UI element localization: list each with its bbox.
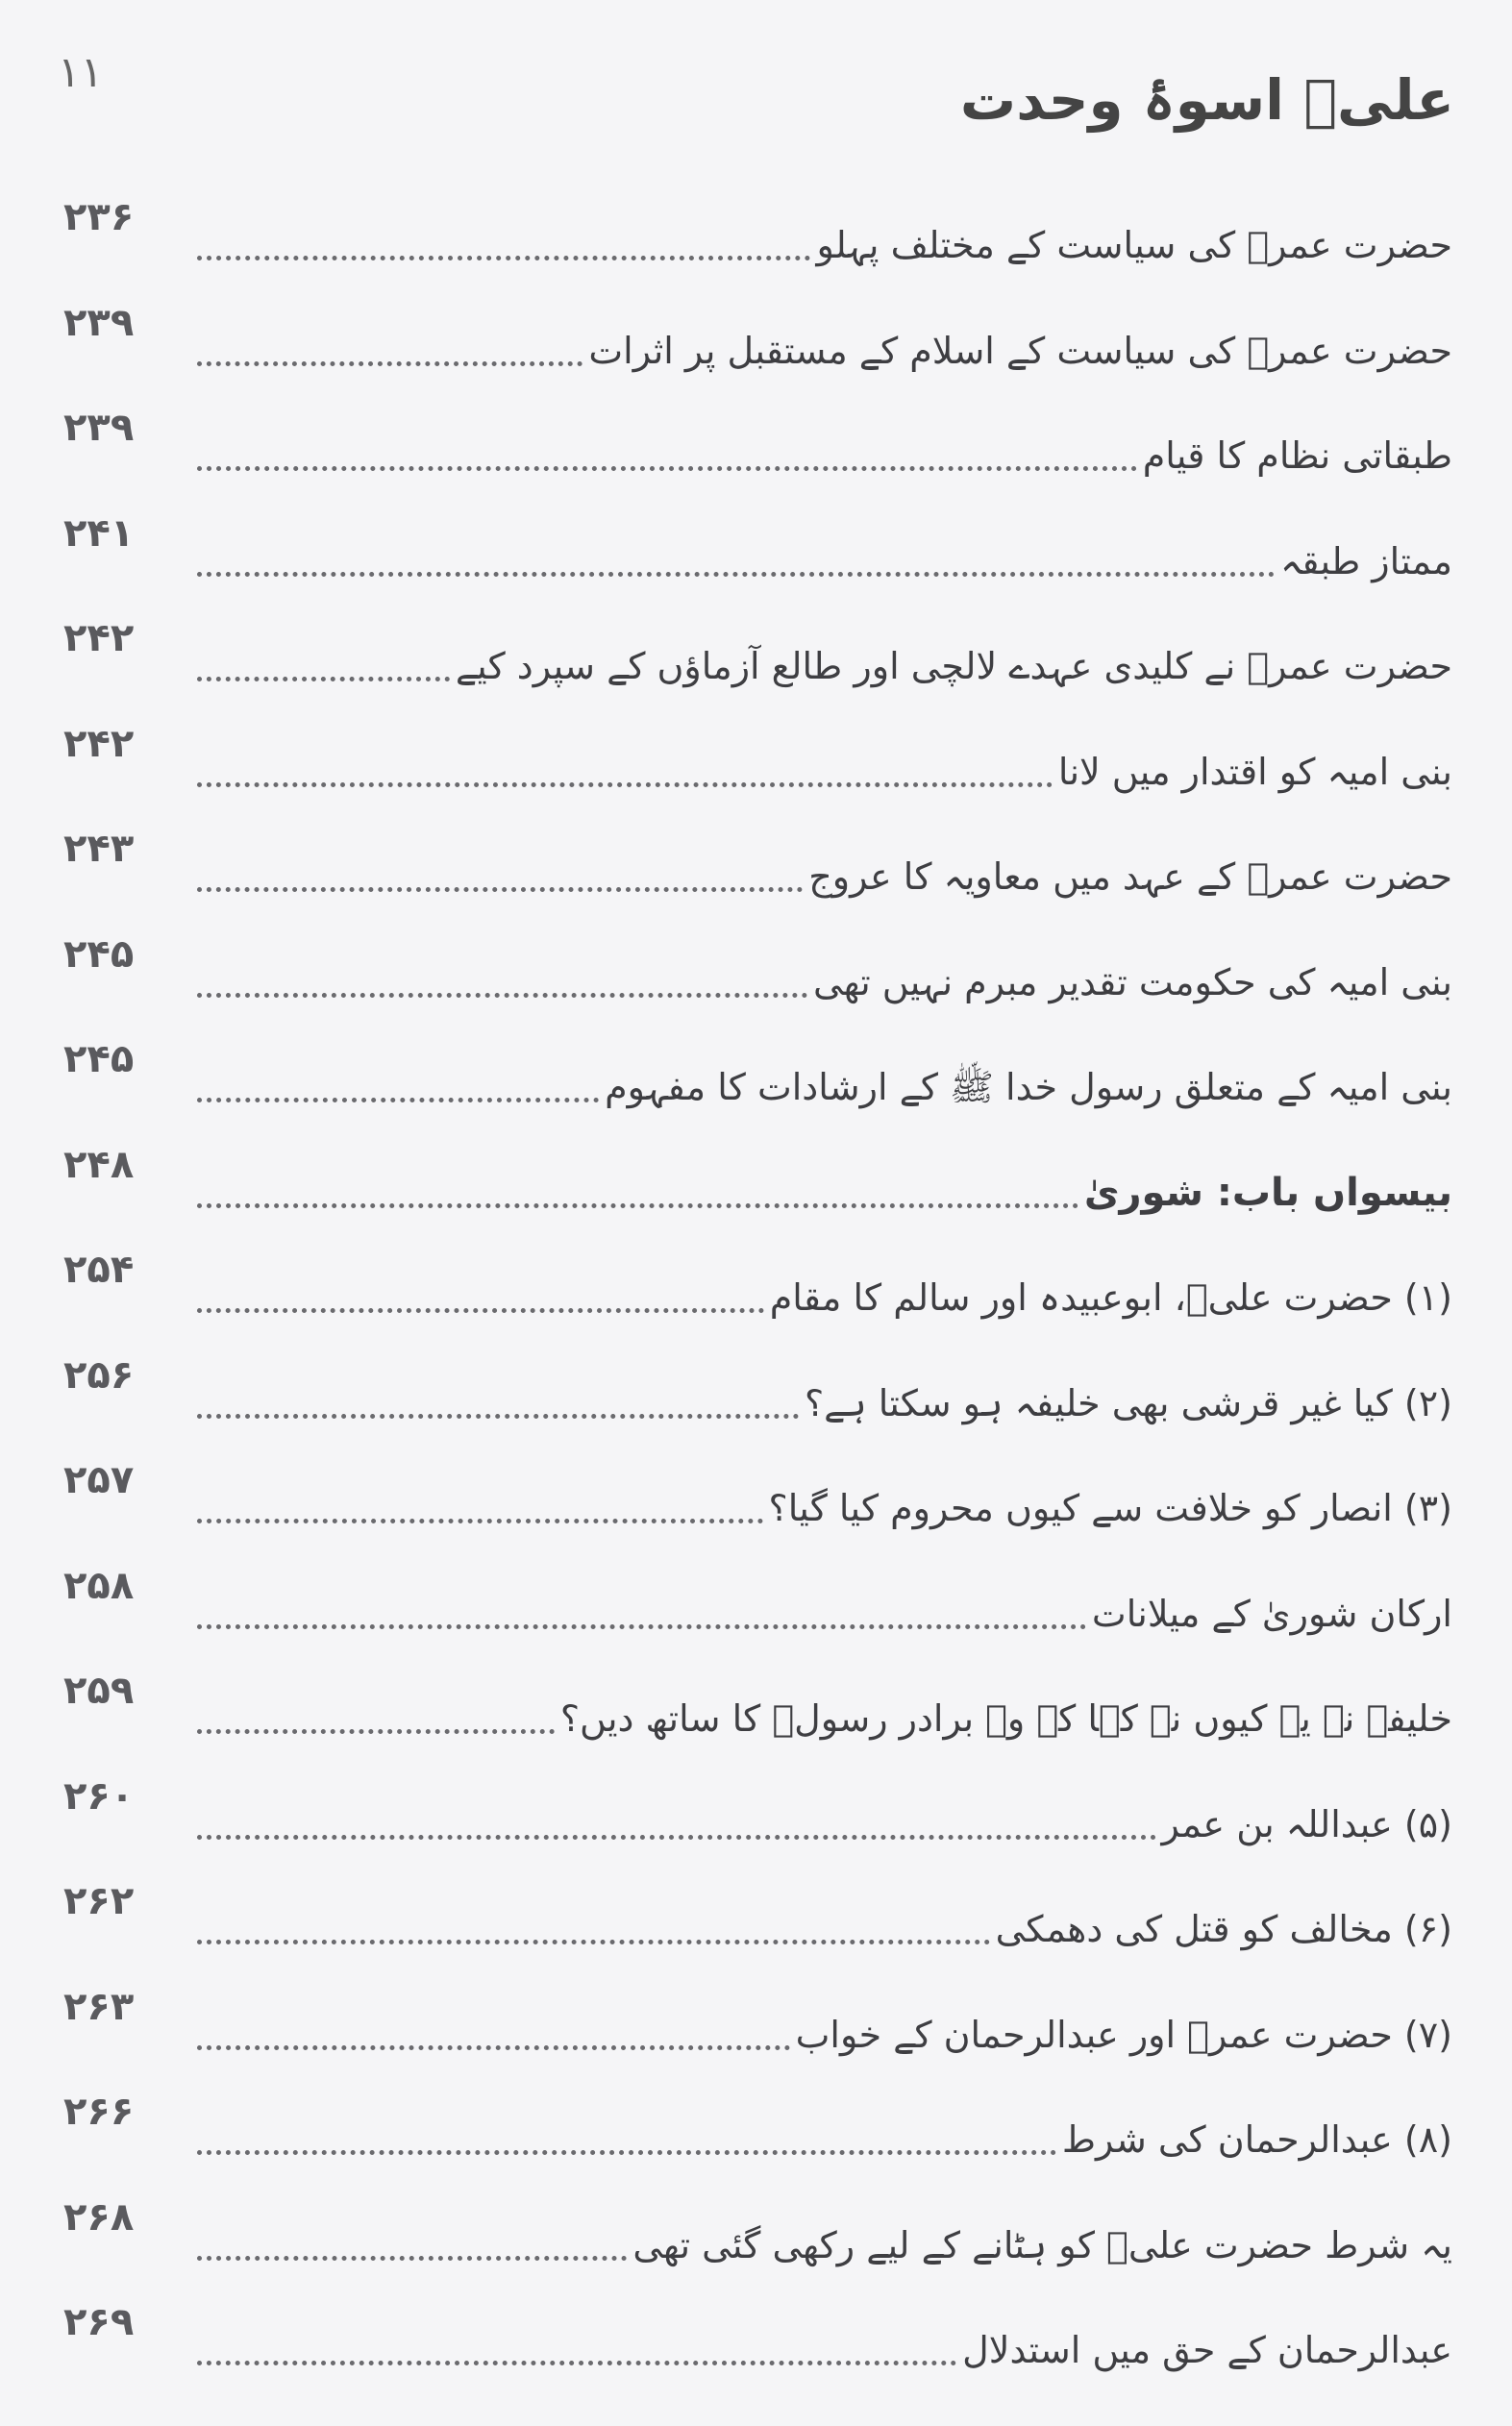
- toc-title: حضرت عمرؓ کی سیاست کے مختلف پہلو: [816, 224, 1452, 266]
- dot-leader: [197, 993, 807, 998]
- dot-leader: [197, 2150, 1056, 2155]
- toc-page-number: ۲۶۲: [63, 1879, 135, 1923]
- toc-page-number: ۲۴۸: [63, 1142, 135, 1187]
- toc-entry: [0, 1661, 1512, 1766]
- toc-page-number: ۲۳۶: [63, 195, 135, 239]
- toc-page-number: ۲۴۲: [63, 616, 135, 660]
- toc-line: [197, 2109, 1452, 2170]
- toc-title: (۶) مخالف کو قتل کی دھمکی: [995, 1908, 1452, 1950]
- toc-page-number: ۲۴۵: [63, 1037, 135, 1081]
- dot-leader: [197, 2361, 956, 2365]
- toc-entry: [0, 1240, 1512, 1345]
- toc-line: [197, 2004, 1452, 2066]
- dot-leader: [197, 1519, 763, 1523]
- toc-title: (۱) حضرت علیؑ، ابوعبیدہ اور سالم کا مقام: [769, 1276, 1452, 1319]
- toc-line: [197, 320, 1452, 382]
- toc-line: [197, 1373, 1452, 1434]
- dot-leader: [197, 1308, 764, 1313]
- toc-entry: [0, 1977, 1512, 2082]
- toc-line: [197, 952, 1452, 1013]
- toc-entry: [0, 398, 1512, 503]
- toc-title: بنی امیہ کی حکومت تقدیر مبرم نہیں تھی: [812, 960, 1452, 1003]
- toc-title: بنی امیہ کو اقتدار میں لانا: [1057, 750, 1452, 793]
- dot-leader: [197, 1203, 1078, 1208]
- toc-page-number: ۲۳۹: [63, 300, 135, 345]
- toc-line: [197, 1477, 1452, 1539]
- toc-entry: [0, 2292, 1512, 2397]
- toc-line: [197, 2215, 1452, 2276]
- dot-leader: [197, 677, 450, 681]
- toc-line: [197, 1267, 1452, 1328]
- toc-page-number: ۲۶۰: [63, 1773, 135, 1819]
- toc-title: (۵) عبداللہ بن عمر: [1161, 1802, 1452, 1845]
- dot-leader: [197, 2045, 790, 2050]
- toc-line: [197, 2319, 1452, 2381]
- toc-entry: [0, 504, 1512, 608]
- toc-entry: [0, 1767, 1512, 1871]
- toc-title: عبدالرحمان کے حق میں استدلال: [962, 2329, 1452, 2371]
- toc-title: ممتاز طبقہ: [1280, 539, 1452, 582]
- toc-page-number: ۲۵۶: [63, 1352, 135, 1398]
- dot-leader: [197, 887, 803, 892]
- toc-entry: [0, 293, 1512, 398]
- toc-line: [197, 741, 1452, 803]
- dot-leader: [197, 1414, 799, 1419]
- toc-page-number: ۲۶۳: [63, 1984, 135, 2029]
- toc-page-number: ۲۳۹: [63, 406, 135, 450]
- toc-page-number: ۲۶۸: [63, 2194, 135, 2240]
- toc-title: (۸) عبدالرحمان کی شرط: [1061, 2118, 1452, 2161]
- toc-entry: [0, 187, 1512, 292]
- toc-title: بنی امیہ کے متعلق رسول خدا ﷺ کے ارشادات کا مفہوم: [605, 1066, 1452, 1108]
- toc-entry: [0, 819, 1512, 924]
- dot-leader: [197, 1098, 599, 1102]
- toc-page-number: ۲۵۴: [63, 1248, 135, 1292]
- toc-title: خلیفہ نے یہ کیوں نہ کہا کہ وہ برادر رسولؐ کا ساتھ دیں؟: [559, 1697, 1452, 1740]
- toc-page-number: ۲۶۶: [63, 2090, 135, 2134]
- dot-leader: [197, 572, 1275, 577]
- dot-leader: [197, 466, 1137, 471]
- toc-line: [197, 635, 1452, 697]
- toc-title: (۲) کیا غیر قرشی بھی خلیفہ ہو سکتا ہے؟: [804, 1381, 1452, 1424]
- toc-title: طبقاتی نظام کا قیام: [1142, 434, 1452, 477]
- toc-line: [197, 1898, 1452, 1960]
- toc-page-number: ۲۵۸: [63, 1563, 135, 1608]
- toc-line: [197, 1056, 1452, 1118]
- toc-entry: [0, 1346, 1512, 1450]
- toc-page-number: ۲۵۷: [63, 1458, 135, 1502]
- toc-entry: [0, 1450, 1512, 1555]
- toc-title: (۳) انصار کو خلافت سے کیوں محروم کیا گیا؟: [768, 1487, 1452, 1529]
- toc-title: حضرت عمرؓ کے عہد میں معاویہ کا عروج: [808, 855, 1452, 898]
- toc-entry: [0, 925, 1512, 1029]
- toc-line: [197, 1162, 1452, 1224]
- toc-entry: [0, 1556, 1512, 1661]
- dot-leader: [197, 2256, 627, 2261]
- toc-title: حضرت عمرؓ کی سیاست کے اسلام کے مستقبل پر اثرات: [588, 329, 1452, 372]
- toc-page-number: ۲۶۹: [63, 2300, 135, 2344]
- toc-line: [197, 531, 1452, 592]
- toc-page-number: ۲۴۲: [63, 721, 135, 766]
- toc-title: (۷) حضرت عمرؓ اور عبدالرحمان کے خواب: [795, 2013, 1452, 2056]
- toc-entry: [0, 2188, 1512, 2292]
- dot-leader: [197, 782, 1053, 787]
- toc-entry: [0, 1871, 1512, 1976]
- toc-line: [197, 214, 1452, 276]
- toc-page-number: ۲۵۹: [63, 1669, 135, 1713]
- toc-title: حضرت عمرؓ نے کلیدی عہدے لالچی اور طالع آزماؤں کے سپرد کیے: [455, 645, 1452, 687]
- toc-entry: [0, 608, 1512, 713]
- page-number: ۱۱: [58, 48, 104, 97]
- dot-leader: [197, 1835, 1156, 1840]
- toc-entry: [0, 2082, 1512, 2187]
- dot-leader: [197, 256, 810, 260]
- toc-line: [197, 846, 1452, 907]
- toc-line: [197, 1794, 1452, 1855]
- toc-page-number: ۲۴۱: [63, 510, 135, 556]
- chapter-heading: بیسواں باب: شوریٰ: [1083, 1170, 1452, 1215]
- toc-page-number: ۲۴۵: [63, 931, 135, 977]
- toc-entry: [0, 714, 1512, 819]
- toc-title: ارکان شوریٰ کے میلانات: [1091, 1592, 1452, 1635]
- dot-leader: [197, 1624, 1086, 1629]
- toc-entry: [0, 1135, 1512, 1240]
- dot-leader: [197, 1729, 555, 1734]
- dot-leader: [197, 361, 582, 366]
- toc-page-number: ۲۴۳: [63, 827, 135, 871]
- toc-line: [197, 425, 1452, 486]
- toc-line: [197, 1583, 1452, 1645]
- toc-title: یہ شرط حضرت علیؑ کو ہٹانے کے لیے رکھی گئی تھی: [632, 2223, 1452, 2266]
- toc-line: [197, 1688, 1452, 1749]
- toc-entry: [0, 1029, 1512, 1134]
- book-title: علیؑ اسوۂ وحدت: [959, 67, 1454, 133]
- dot-leader: [197, 1940, 990, 1944]
